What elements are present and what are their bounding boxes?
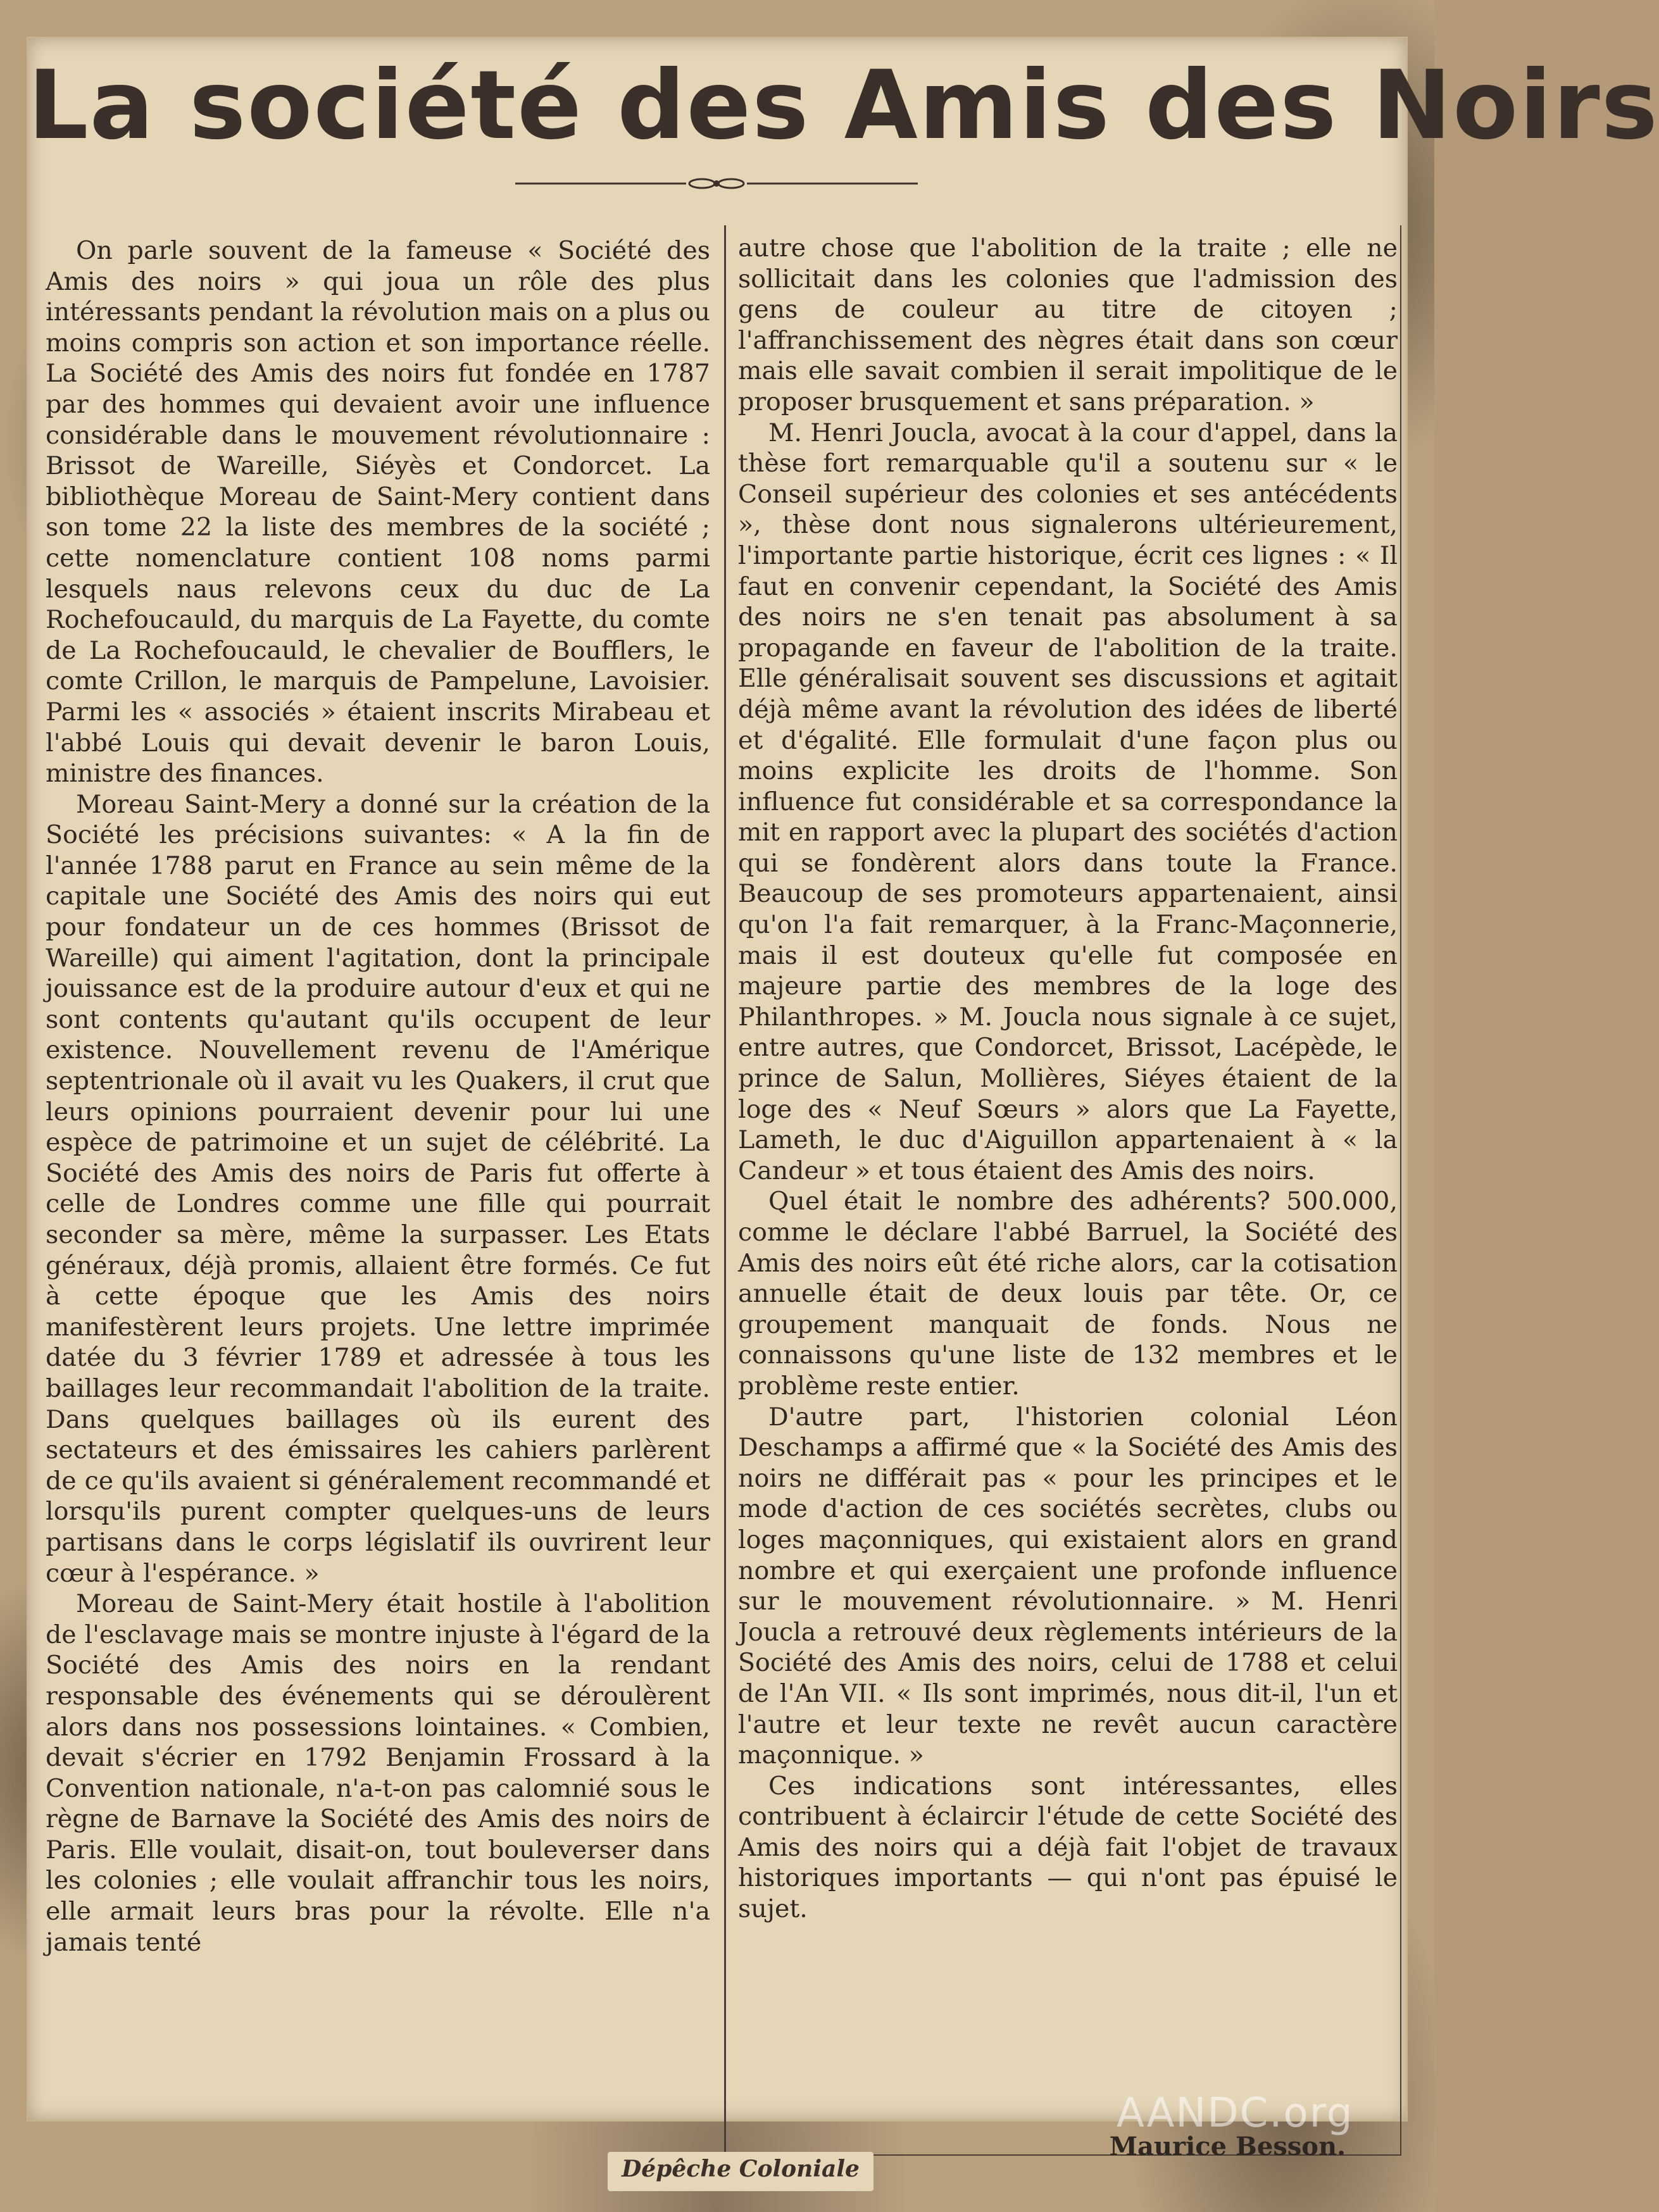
paragraph: M. Henri Joucla, avocat à la cour d'appel, dans la thèse fort remarquable qu'il a soutenu sur « le Conseil supérieur des colonies et ses antécédents », thèse dont nous signalerons ultérieurement, l'importante partie historique, écrit ces lignes : « Il faut en convenir cependant, la Société des Amis des noirs ne s'en tenait pas absolument à sa propagande en faveur de l'abolition de la traite. Elle généralisait souvent ses discussions et agitait déjà même avant la révolution des idées de liberté et d'égalité. Elle formulait d'une façon plus ou moins explicite les droits de l'homme. Son influence fut considérable et sa correspondance la mit en rapport avec la plupart des sociétés d'action qui se fondèrent alors dans toute la France. Beaucoup de ses promoteurs appartenaient, ainsi qu'on l'a fait remarquer, à la Franc-Maçonnerie, mais il est douteux qu'elle fut composée en majeure partie des membres de la loge des Philanthropes. » M. Joucla nous signale à ce sujet, entre autres, que Condorcet, Brissot, Lacépède, le prince de Salun, Mollières, Siéyes étaient de la loge des « Neuf Sœurs » alors que La Fayette, Lameth, le duc d'Aiguillon appartenaient à « la Candeur » et tous étaient des Amis des noirs. <box>738 418 1398 1185</box>
left-column <box>46 235 710 1958</box>
paragraph: Moreau Saint-Mery a donné sur la création de la Société les précisions suivantes: « A la fin de l'année 1788 parut en France au sein même de la capitale une Société des Amis des noirs qui eut pour fondateur un de ces hommes (Brissot de Wareille) qui aiment l'agitation, dont la principale jouissance est de la produire autour d'eux et qui ne sont contents qu'autant qu'ils occupent de leur existence. Nouvellement revenu de l'Amérique septentrionale où il avait vu les Quakers, il crut que leurs opinions pourraient devenir pour lui une espèce de patrimoine et un sujet de célébrité. La Société des Amis des noirs de Paris fut offerte à celle de Londres comme une fille qui pourrait seconder sa mère, même la surpasser. Les Etats généraux, déjà promis, allaient être formés. Ce fut à cette époque que les Amis des noirs manifestèrent leurs projets. Une lettre imprimée datée du 3 février 1789 et adressée à tous les baillages leur recommandait l'abolition de la traite. Dans quelques baillages où ils eurent des sectateurs et des émissaires les cahiers parlèrent de ce qu'ils avaient si généralement recommandé et lorsqu'ils purent compter quelques-uns de leurs partisans dans le corps législatif ils ouvrirent leur cœur à l'espérance. » <box>46 789 710 1588</box>
paragraph: D'autre part, l'historien colonial Léon Deschamps a affirmé que « la Société des Amis des noirs ne différait pas « pour les principes et le mode d'action de ces sociétés secrètes, clubs ou loges maçonniques, qui existaient alors en grand nombre et qui exerçaient une profonde influence sur le mouvement révolutionnaire. » M. Henri Joucla a retrouvé deux règlements intérieurs de la Société des Amis des noirs, celui de 1788 et celui de l'An VII. « Ils sont imprimés, nous dit-il, l'un et l'autre et leur texte ne revêt aucun caractère maçonnique. » <box>738 1402 1398 1770</box>
divider-ornament <box>515 176 918 191</box>
source-label: Dépêche Coloniale <box>622 2156 860 2182</box>
author-signature: Maurice Besson. <box>1109 2132 1346 2161</box>
paragraph: Ces indications sont intéressantes, elles contribuent à éclaircir l'étude de cette Société des Amis des noirs qui a déjà fait l'objet de travaux historiques importants — qui n'ont pas épuisé le sujet. <box>738 1771 1398 1924</box>
paragraph: Quel était le nombre des adhérents? 500.000, comme le déclare l'abbé Barruel, la Société des Amis des noirs eût été riche alors, car la cotisation annuelle était de deux louis par tête. Or, ce groupement manquait de fonds. Nous ne connaissons qu'une liste de 132 membres et le problème reste entier. <box>738 1187 1398 1401</box>
paragraph-continuation: autre chose que l'abolition de la traite ; elle ne sollicitait dans les colonies que l'admission des gens de couleur au titre de citoyen ; l'affranchissement des nègres était dans son cœur mais elle savait combien il serait impolitique de le proposer brusquement et sans préparation. » <box>738 234 1398 416</box>
watermark: AANDC.org <box>1117 2090 1354 2137</box>
column-divider <box>724 225 726 2156</box>
article-headline: La société des Amis des Noirs <box>28 51 1659 161</box>
source-label-box <box>608 2152 873 2191</box>
paragraph: On parle souvent de la fameuse « Société des Amis des noirs » qui joua un rôle des plus intéressants pendant la révolution mais on a plus ou moins compris son action et son importance réelle. La Société des Amis des noirs fut fondée en 1787 par des hommes qui devaient avoir une influence considérable dans le mouvement révolutionnaire : Brissot de Wareille, Siéyès et Condorcet. La bibliothèque Moreau de Saint-Mery contient dans son tome 22 la liste des membres de la société ; cette nomenclature contient 108 noms parmi lesquels naus relevons ceux du duc de La Rochefoucauld, du marquis de La Fayette, du comte de La Rochefoucauld, le chevalier de Boufflers, le comte Crillon, le marquis de Pampelune, Lavoisier. Parmi les « associés » étaient inscrits Mirabeau et l'abbé Louis qui devait devenir le baron Louis, ministre des finances. <box>46 236 710 789</box>
paragraph: Moreau de Saint-Mery était hostile à l'abolition de l'esclavage mais se montre injuste à l'égard de la Société des Amis des noirs en la rendant responsable des événements qui se déroulèrent alors dans nos possessions lointaines. « Combien, devait s'écrier en 1792 Benjamin Frossard à la Convention nationale, n'a-t-on pas calomnié sous le règne de Barnave la Société des Amis des noirs de Paris. Elle voulait, disait-on, tout bouleverser dans les colonies ; elle voulait affranchir tous les noirs, elle armait leurs bras pour la révolte. Elle n'a jamais tenté <box>46 1589 710 1957</box>
newspaper-clipping <box>28 38 1659 2161</box>
right-column <box>738 233 1398 1925</box>
column-frame-right <box>1400 225 1401 2156</box>
